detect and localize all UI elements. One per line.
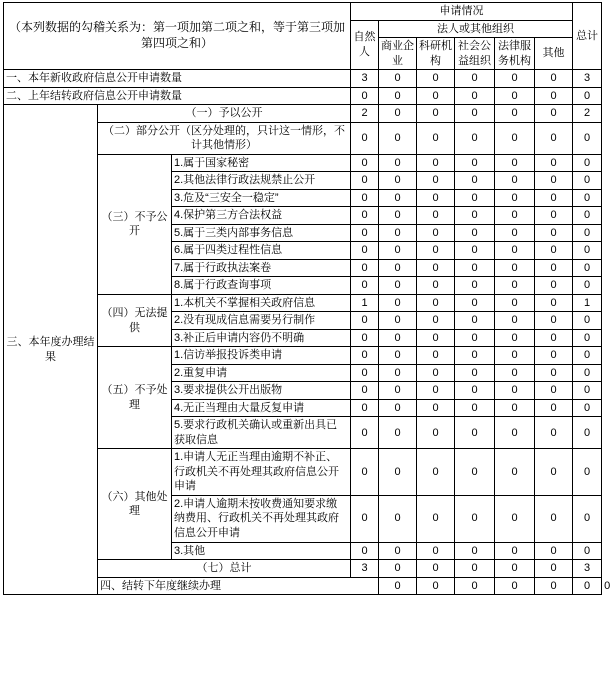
cell-s5-5-c6: 0 — [535, 417, 573, 449]
cell-s3-3-c2: 0 — [379, 189, 417, 207]
cell-s6-3-c3: 0 — [417, 542, 455, 560]
row-label-sec3-8: 8.属于行政查询事项 — [172, 277, 351, 295]
cell-s3-8-c5: 0 — [495, 277, 535, 295]
row-label-sec5-2: 2.重复申请 — [172, 364, 351, 382]
cell-s4-2-c6: 0 — [535, 312, 573, 330]
header-legal-service-org: 法律服务机构 — [495, 38, 535, 70]
row-group-sec5: （五）不予处理 — [98, 347, 172, 449]
cell-r1-c2: 0 — [379, 70, 417, 88]
cell-s4-3-c1: 0 — [351, 329, 379, 347]
cell-s6-3-total: 0 — [573, 542, 602, 560]
cell-s3-5-c2: 0 — [379, 224, 417, 242]
cell-s6-3-c1: 0 — [351, 542, 379, 560]
header-commercial-enterprise: 商业企业 — [379, 38, 417, 70]
cell-r2-total: 0 — [573, 87, 602, 105]
cell-s3-8-c1: 0 — [351, 277, 379, 295]
cell-s6-2-c3: 0 — [417, 495, 455, 542]
cell-s5-1-c3: 0 — [417, 347, 455, 365]
cell-s5-5-c5: 0 — [495, 417, 535, 449]
row-label-sec5-5: 5.要求行政机关确认或重新出具已获取信息 — [172, 417, 351, 449]
cell-s3-1-c6: 0 — [535, 154, 573, 172]
cell-s3-1-c3: 0 — [417, 154, 455, 172]
cell-s3-5-total: 0 — [573, 224, 602, 242]
row-label-sec7-total: （七）总计 — [98, 560, 351, 578]
cell-r2-c4: 0 — [455, 87, 495, 105]
row-label-sec3-1: 1.属于国家秘密 — [172, 154, 351, 172]
cell-s7-c3: 0 — [417, 560, 455, 578]
cell-s5-5-total: 0 — [573, 417, 602, 449]
cell-s4-3-c3: 0 — [417, 329, 455, 347]
cell-s3-6-total: 0 — [573, 242, 602, 260]
cell-r1-c5: 0 — [495, 70, 535, 88]
row-label-sec6-3: 3.其他 — [172, 542, 351, 560]
table-title: （本列数据的勾稽关系为：第一项加第二项之和，等于第三项加第四项之和） — [4, 3, 351, 70]
table-row — [4, 105, 602, 123]
cell-s6-3-c2: 0 — [379, 542, 417, 560]
cell-s3-8-c3: 0 — [417, 277, 455, 295]
cell-s3-3-c1: 0 — [351, 189, 379, 207]
cell-r2-c2: 0 — [379, 87, 417, 105]
cell-s4-3-c6: 0 — [535, 329, 573, 347]
cell-s5-2-total: 0 — [573, 364, 602, 382]
row-label-sec3-7: 7.属于行政执法案卷 — [172, 259, 351, 277]
cell-s5-3-c6: 0 — [535, 382, 573, 400]
cell-r2-c5: 0 — [495, 87, 535, 105]
cell-r1-c4: 0 — [455, 70, 495, 88]
cell-s2-total: 0 — [573, 122, 602, 154]
header-row-top — [4, 3, 602, 21]
cell-s7-c6: 0 — [535, 560, 573, 578]
cell-s5-5-c1: 0 — [351, 417, 379, 449]
cell-s1-c1: 2 — [351, 105, 379, 123]
cell-s1-c4: 0 — [455, 105, 495, 123]
cell-r4-c3: 0 — [455, 577, 495, 595]
cell-s5-1-c5: 0 — [495, 347, 535, 365]
cell-r2-c3: 0 — [417, 87, 455, 105]
row-group-sec3: （三）不予公开 — [98, 154, 172, 294]
cell-s5-3-c3: 0 — [417, 382, 455, 400]
row-label-sec3-4: 4.保护第三方合法权益 — [172, 207, 351, 225]
cell-s3-4-c6: 0 — [535, 207, 573, 225]
cell-s3-7-c2: 0 — [379, 259, 417, 277]
row-group-annual-results: 三、本年度办理结果 — [4, 105, 98, 595]
header-other: 其他 — [535, 38, 573, 70]
cell-s4-1-total: 1 — [573, 294, 602, 312]
cell-s4-2-c5: 0 — [495, 312, 535, 330]
cell-r2-c6: 0 — [535, 87, 573, 105]
cell-s5-4-c2: 0 — [379, 399, 417, 417]
header-social-welfare-org: 社会公益组织 — [455, 38, 495, 70]
row-label-new-applications: 一、本年新收政府信息公开申请数量 — [4, 70, 351, 88]
cell-s4-1-c3: 0 — [417, 294, 455, 312]
cell-s3-4-c2: 0 — [379, 207, 417, 225]
cell-s3-4-total: 0 — [573, 207, 602, 225]
row-label-sec5-4: 4.无正当理由大量反复申请 — [172, 399, 351, 417]
row-label-sec2: （二）部分公开（区分处理的，只计这一情形，不计其他情形） — [98, 122, 351, 154]
cell-s3-2-total: 0 — [573, 172, 602, 190]
cell-s3-5-c3: 0 — [417, 224, 455, 242]
cell-s5-1-total: 0 — [573, 347, 602, 365]
cell-s3-8-c2: 0 — [379, 277, 417, 295]
cell-s3-1-c4: 0 — [455, 154, 495, 172]
cell-s3-7-total: 0 — [573, 259, 602, 277]
cell-s5-1-c1: 0 — [351, 347, 379, 365]
cell-s3-4-c5: 0 — [495, 207, 535, 225]
row-label-sec6-2: 2.申请人逾期未按收费通知要求缴纳费用、行政机关不再处理其政府信息公开申请 — [172, 495, 351, 542]
header-total: 总计 — [573, 3, 602, 70]
cell-s3-4-c3: 0 — [417, 207, 455, 225]
cell-s5-4-c4: 0 — [455, 399, 495, 417]
cell-s3-4-c4: 0 — [455, 207, 495, 225]
row-label-sec5-1: 1.信访举报投诉类申请 — [172, 347, 351, 365]
cell-s5-2-c1: 0 — [351, 364, 379, 382]
cell-s6-2-c5: 0 — [495, 495, 535, 542]
cell-s4-3-total: 0 — [573, 329, 602, 347]
cell-s2-c3: 0 — [417, 122, 455, 154]
cell-s5-4-c3: 0 — [417, 399, 455, 417]
cell-s3-1-c5: 0 — [495, 154, 535, 172]
row-label-sec6-1: 1.申请人无正当理由逾期不补正、行政机关不再处理其政府信息公开申请 — [172, 449, 351, 496]
cell-s4-1-c1: 1 — [351, 294, 379, 312]
cell-r4-c1: 0 — [379, 577, 417, 595]
row-label-sec3-2: 2.其他法律行政法规禁止公开 — [172, 172, 351, 190]
row-label-sec3-5: 5.属于三类内部事务信息 — [172, 224, 351, 242]
cell-s3-2-c6: 0 — [535, 172, 573, 190]
cell-s3-6-c2: 0 — [379, 242, 417, 260]
cell-s3-2-c5: 0 — [495, 172, 535, 190]
cell-s5-3-c4: 0 — [455, 382, 495, 400]
cell-s1-c2: 0 — [379, 105, 417, 123]
cell-s5-4-total: 0 — [573, 399, 602, 417]
cell-s6-1-c1: 0 — [351, 449, 379, 496]
cell-s4-1-c2: 0 — [379, 294, 417, 312]
row-label-sec3-6: 6.属于四类过程性信息 — [172, 242, 351, 260]
cell-s1-c5: 0 — [495, 105, 535, 123]
cell-s3-6-c1: 0 — [351, 242, 379, 260]
cell-s3-5-c6: 0 — [535, 224, 573, 242]
cell-s6-2-c4: 0 — [455, 495, 495, 542]
cell-s6-3-c4: 0 — [455, 542, 495, 560]
cell-s7-c4: 0 — [455, 560, 495, 578]
cell-r1-c1: 3 — [351, 70, 379, 88]
cell-r4-c6: 0 — [573, 577, 602, 595]
cell-s6-1-c5: 0 — [495, 449, 535, 496]
cell-s3-8-c6: 0 — [535, 277, 573, 295]
cell-s6-1-c6: 0 — [535, 449, 573, 496]
row-label-sec1: （一）予以公开 — [98, 105, 351, 123]
row-label-carryover-applications: 二、上年结转政府信息公开申请数量 — [4, 87, 351, 105]
cell-s7-total: 3 — [573, 560, 602, 578]
row-label-sec5-3: 3.要求提供公开出版物 — [172, 382, 351, 400]
cell-r1-c3: 0 — [417, 70, 455, 88]
row-group-sec4: （四）无法提供 — [98, 294, 172, 347]
cell-s6-2-c2: 0 — [379, 495, 417, 542]
header-legal-org: 法人或其他组织 — [379, 20, 573, 38]
cell-s3-6-c6: 0 — [535, 242, 573, 260]
cell-s3-3-total: 0 — [573, 189, 602, 207]
cell-s3-7-c4: 0 — [455, 259, 495, 277]
cell-s2-c4: 0 — [455, 122, 495, 154]
cell-r1-c6: 0 — [535, 70, 573, 88]
cell-s5-4-c1: 0 — [351, 399, 379, 417]
cell-s3-5-c5: 0 — [495, 224, 535, 242]
header-natural-person: 自然人 — [351, 20, 379, 70]
cell-s6-2-c1: 0 — [351, 495, 379, 542]
cell-s4-2-c1: 0 — [351, 312, 379, 330]
header-research-institute: 科研机构 — [417, 38, 455, 70]
cell-s3-8-c4: 0 — [455, 277, 495, 295]
cell-r2-c1: 0 — [351, 87, 379, 105]
cell-s4-2-c4: 0 — [455, 312, 495, 330]
cell-s5-4-c6: 0 — [535, 399, 573, 417]
cell-s3-3-c3: 0 — [417, 189, 455, 207]
cell-s2-c5: 0 — [495, 122, 535, 154]
cell-s3-3-c5: 0 — [495, 189, 535, 207]
cell-s3-1-total: 0 — [573, 154, 602, 172]
cell-s6-2-total: 0 — [573, 495, 602, 542]
cell-s5-2-c2: 0 — [379, 364, 417, 382]
cell-s5-5-c4: 0 — [455, 417, 495, 449]
cell-r4-c2: 0 — [417, 577, 455, 595]
cell-s4-3-c5: 0 — [495, 329, 535, 347]
cell-s3-3-c6: 0 — [535, 189, 573, 207]
cell-s5-5-c3: 0 — [417, 417, 455, 449]
cell-s4-1-c4: 0 — [455, 294, 495, 312]
cell-s7-c2: 0 — [379, 560, 417, 578]
cell-s3-7-c3: 0 — [417, 259, 455, 277]
cell-s5-1-c2: 0 — [379, 347, 417, 365]
cell-s3-4-c1: 0 — [351, 207, 379, 225]
cell-s3-7-c1: 0 — [351, 259, 379, 277]
cell-s5-2-c3: 0 — [417, 364, 455, 382]
cell-s5-3-c5: 0 — [495, 382, 535, 400]
cell-s5-3-c1: 0 — [351, 382, 379, 400]
cell-s7-c5: 0 — [495, 560, 535, 578]
cell-s2-c1: 0 — [351, 122, 379, 154]
cell-s3-6-c5: 0 — [495, 242, 535, 260]
cell-s4-3-c2: 0 — [379, 329, 417, 347]
cell-s6-3-c5: 0 — [495, 542, 535, 560]
cell-s4-1-c5: 0 — [495, 294, 535, 312]
cell-s5-1-c4: 0 — [455, 347, 495, 365]
cell-r4-c5: 0 — [535, 577, 573, 595]
cell-s4-2-c2: 0 — [379, 312, 417, 330]
row-label-carryover-next-year: 四、结转下年度继续办理 — [98, 577, 379, 595]
cell-s3-6-c4: 0 — [455, 242, 495, 260]
cell-s1-total: 2 — [573, 105, 602, 123]
cell-s5-2-c6: 0 — [535, 364, 573, 382]
cell-s3-2-c4: 0 — [455, 172, 495, 190]
cell-s1-c3: 0 — [417, 105, 455, 123]
table-row: 四、结转下年度继续办理 0 0 0 0 0 0 0 — [4, 577, 602, 595]
cell-s5-3-total: 0 — [573, 382, 602, 400]
cell-s3-1-c1: 0 — [351, 154, 379, 172]
row-group-sec6: （六）其他处理 — [98, 449, 172, 560]
header-application-situation: 申请情况 — [351, 3, 573, 21]
cell-s3-2-c2: 0 — [379, 172, 417, 190]
cell-s5-1-c6: 0 — [535, 347, 573, 365]
cell-s2-c2: 0 — [379, 122, 417, 154]
cell-s5-4-c5: 0 — [495, 399, 535, 417]
cell-s4-3-c4: 0 — [455, 329, 495, 347]
cell-s3-7-c6: 0 — [535, 259, 573, 277]
cell-s5-5-c2: 0 — [379, 417, 417, 449]
cell-s4-2-c3: 0 — [417, 312, 455, 330]
cell-s7-c1: 3 — [351, 560, 379, 578]
row-label-sec4-1: 1.本机关不掌握相关政府信息 — [172, 294, 351, 312]
cell-s1-c6: 0 — [535, 105, 573, 123]
cell-s5-2-c5: 0 — [495, 364, 535, 382]
cell-s5-3-c2: 0 — [379, 382, 417, 400]
cell-s3-1-c2: 0 — [379, 154, 417, 172]
cell-r1-total: 3 — [573, 70, 602, 88]
cell-s5-2-c4: 0 — [455, 364, 495, 382]
row-label-sec4-3: 3.补正后申请内容仍不明确 — [172, 329, 351, 347]
cell-s4-2-total: 0 — [573, 312, 602, 330]
row-label-sec4-2: 2.没有现成信息需要另行制作 — [172, 312, 351, 330]
cell-s3-3-c4: 0 — [455, 189, 495, 207]
cell-s6-1-c4: 0 — [455, 449, 495, 496]
cell-s6-3-c6: 0 — [535, 542, 573, 560]
table-row — [4, 70, 602, 88]
cell-s2-c6: 0 — [535, 122, 573, 154]
cell-s4-1-c6: 0 — [535, 294, 573, 312]
row-label-sec3-3: 3.危及“三安全一稳定” — [172, 189, 351, 207]
cell-s6-1-c2: 0 — [379, 449, 417, 496]
cell-s3-6-c3: 0 — [417, 242, 455, 260]
cell-s3-7-c5: 0 — [495, 259, 535, 277]
cell-s3-5-c1: 0 — [351, 224, 379, 242]
government-info-disclosure-table — [3, 2, 610, 595]
cell-s6-1-c3: 0 — [417, 449, 455, 496]
cell-s3-2-c3: 0 — [417, 172, 455, 190]
cell-r4-c4: 0 — [495, 577, 535, 595]
cell-s6-1-total: 0 — [573, 449, 602, 496]
cell-s3-2-c1: 0 — [351, 172, 379, 190]
cell-s3-8-total: 0 — [573, 277, 602, 295]
cell-s6-2-c6: 0 — [535, 495, 573, 542]
table-row — [4, 87, 602, 105]
cell-s3-5-c4: 0 — [455, 224, 495, 242]
